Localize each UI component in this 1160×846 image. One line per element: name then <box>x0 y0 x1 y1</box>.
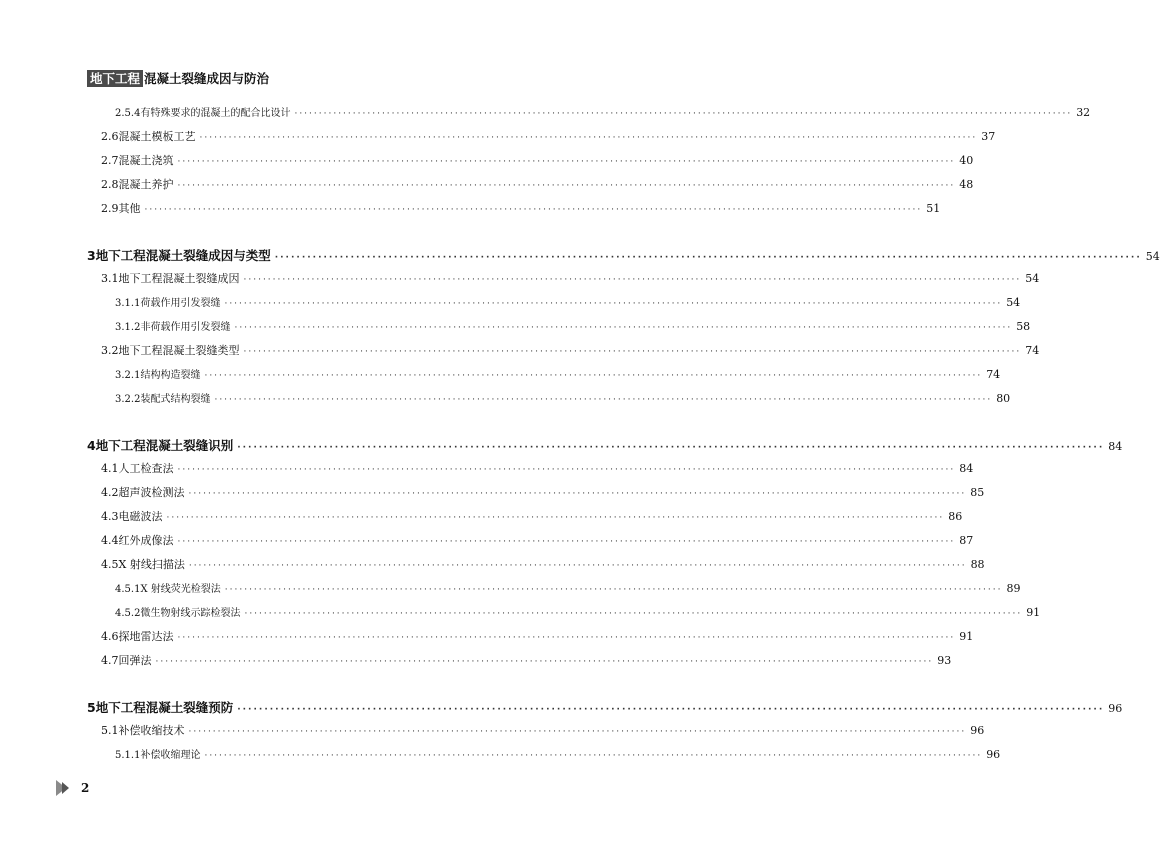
toc-entry-number: 4.5 <box>101 558 119 571</box>
toc-leader-dots: ································································································································································ <box>177 537 956 547</box>
toc-leader-dots: ································································································································································ <box>244 609 1023 619</box>
header-tag: 地下工程 <box>87 70 143 87</box>
toc-entry-number: 2.8 <box>101 178 119 191</box>
toc-entry-number: 4.4 <box>101 534 119 547</box>
toc-entry[interactable] <box>101 270 1040 286</box>
toc-leader-dots: ································································································································································ <box>144 205 923 215</box>
toc-entry-page: 84 <box>1108 440 1123 453</box>
toc-entry-number: 3.1.2 <box>115 322 141 333</box>
toc-entry[interactable] <box>87 436 1123 453</box>
toc-leader-dots: ································································································································································ <box>294 109 1073 119</box>
toc-entry-title: 探地雷达法 <box>118 630 174 643</box>
toc-entry[interactable] <box>101 652 952 668</box>
page-arrow-inner-icon <box>62 782 69 794</box>
toc-entry-title: 回弹法 <box>118 654 152 667</box>
toc-leader-dots: ································································································································································ <box>214 395 993 405</box>
toc-entry[interactable] <box>115 366 1001 382</box>
toc-entry-page: 54 <box>1025 272 1040 285</box>
toc-entry[interactable] <box>101 484 985 500</box>
toc-entry[interactable] <box>115 390 1011 406</box>
toc-entry-title: 地下工程混凝土裂缝预防 <box>95 700 234 715</box>
toc-entry-title: 人工检查法 <box>118 462 174 475</box>
toc-entry-title: 装配式结构裂缝 <box>140 394 211 405</box>
toc-leader-dots: ································································································································································ <box>188 561 967 571</box>
toc-entry-number: 4.5.1 <box>115 584 141 595</box>
toc-leader-dots: ································································································································································ <box>166 513 945 523</box>
toc-entry-number: 4.3 <box>101 510 119 523</box>
toc-leader-dots: ································································································································································ <box>237 443 1105 453</box>
toc-entry-number: 3.1 <box>101 272 119 285</box>
toc-entry-page: 54 <box>1006 296 1021 309</box>
toc-entry[interactable] <box>87 246 1160 263</box>
toc-entry-number: 2.9 <box>101 202 119 215</box>
toc-leader-dots: ································································································································································ <box>177 465 956 475</box>
toc-entry-title: 红外成像法 <box>118 534 174 547</box>
toc-entry[interactable] <box>115 580 1021 596</box>
toc-entry-number: 4.6 <box>101 630 119 643</box>
toc-entry-title: 地下工程混凝土裂缝成因 <box>118 272 240 285</box>
toc-entry-title: 补偿收缩技术 <box>118 724 185 737</box>
toc-entry-number: 3.2.1 <box>115 370 141 381</box>
toc-entry-title: 荷载作用引发裂缝 <box>140 298 221 309</box>
toc-entry-title: 微生物射线示踪检裂法 <box>140 608 241 619</box>
toc-entry-page: 87 <box>959 534 974 547</box>
toc-entry-number: 3.2.2 <box>115 394 141 405</box>
toc-entry[interactable] <box>115 294 1021 310</box>
toc-entry-title: 地下工程混凝土裂缝类型 <box>118 344 240 357</box>
toc-leader-dots: ································································································································································ <box>224 299 1003 309</box>
toc-leader-dots: ································································································································································ <box>177 181 956 191</box>
toc-entry-number: 4.7 <box>101 654 119 667</box>
toc-leader-dots: ································································································································································ <box>155 657 934 667</box>
toc-entry-title: 混凝土养护 <box>118 178 174 191</box>
toc-leader-dots: ································································································································································ <box>188 727 967 737</box>
toc-leader-dots: ································································································································································ <box>274 253 1142 263</box>
toc-entry-page: 88 <box>970 558 985 571</box>
toc-entry[interactable] <box>101 556 985 572</box>
toc-entry[interactable] <box>101 176 974 192</box>
header-title: 混凝土裂缝成因与防治 <box>144 70 270 86</box>
toc-entry-page: 96 <box>970 724 985 737</box>
toc-entry-number: 3 <box>87 248 96 263</box>
toc-leader-dots: ································································································································································ <box>199 133 978 143</box>
toc-entry-page: 48 <box>959 178 974 191</box>
toc-entry[interactable] <box>87 698 1123 715</box>
toc-entry-page: 96 <box>986 748 1001 761</box>
toc-entry[interactable] <box>101 200 941 216</box>
toc-leader-dots: ································································································································································ <box>243 347 1022 357</box>
toc-entry-number: 2.5.4 <box>115 108 141 119</box>
toc-entry-page: 96 <box>1108 702 1123 715</box>
toc-entry-title: 补偿收缩理论 <box>140 750 201 761</box>
toc-entry-title: 混凝土模板工艺 <box>118 130 196 143</box>
toc-entry-page: 91 <box>959 630 974 643</box>
toc-entry-page: 85 <box>970 486 985 499</box>
toc-entry-page: 37 <box>981 130 996 143</box>
toc-entry-title: 混凝土浇筑 <box>118 154 174 167</box>
toc-entry[interactable] <box>101 508 963 524</box>
toc-entry-number: 4 <box>87 438 96 453</box>
page-number: 2 <box>81 781 90 795</box>
toc-entry-number: 3.2 <box>101 344 119 357</box>
toc-entry-number: 3.1.1 <box>115 298 141 309</box>
toc-entry-page: 89 <box>1006 582 1021 595</box>
toc-entry-number: 4.5.2 <box>115 608 141 619</box>
toc-entry-title: 其他 <box>118 202 141 215</box>
toc-entry[interactable] <box>101 532 974 548</box>
toc-entry-number: 4.2 <box>101 486 119 499</box>
toc-entry[interactable] <box>101 128 996 144</box>
toc-entry-title: 结构构造裂缝 <box>140 370 201 381</box>
toc-entry-page: 74 <box>986 368 1001 381</box>
toc-entry-title: 非荷载作用引发裂缝 <box>140 322 231 333</box>
toc-entry-number: 2.7 <box>101 154 119 167</box>
toc-entry-title: 有特殊要求的混凝土的配合比设计 <box>140 108 291 119</box>
toc-entry-page: 91 <box>1026 606 1041 619</box>
toc-leader-dots: ································································································································································ <box>234 323 1013 333</box>
toc-entry-page: 58 <box>1016 320 1031 333</box>
toc-entry[interactable] <box>101 152 974 168</box>
toc-entry[interactable] <box>101 628 974 644</box>
toc-entry[interactable] <box>101 722 985 738</box>
toc-entry[interactable] <box>101 460 974 476</box>
toc-entry[interactable] <box>115 104 1091 120</box>
toc-entry-page: 84 <box>959 462 974 475</box>
toc-entry-number: 4.1 <box>101 462 119 475</box>
toc-entry-page: 93 <box>937 654 952 667</box>
toc-leader-dots: ································································································································································ <box>188 489 967 499</box>
toc-leader-dots: ································································································································································ <box>237 705 1105 715</box>
toc-leader-dots: ································································································································································ <box>204 751 983 761</box>
toc-entry[interactable] <box>115 318 1031 334</box>
toc-entry-page: 74 <box>1025 344 1040 357</box>
toc-entry-title: 地下工程混凝土裂缝成因与类型 <box>95 248 271 263</box>
toc-leader-dots: ································································································································································ <box>177 157 956 167</box>
toc-entry-page: 32 <box>1076 106 1091 119</box>
toc-entry[interactable] <box>115 746 1001 762</box>
toc-entry-title: X 射线荧光检裂法 <box>140 584 221 595</box>
toc-entry-title: 电磁波法 <box>118 510 163 523</box>
toc-entry-title: 超声波检测法 <box>118 486 185 499</box>
toc-entry[interactable] <box>101 342 1040 358</box>
toc-leader-dots: ································································································································································ <box>224 585 1003 595</box>
toc-entry-title: 地下工程混凝土裂缝识别 <box>95 438 234 453</box>
toc-entry-page: 80 <box>996 392 1011 405</box>
toc-entry-page: 51 <box>926 202 941 215</box>
toc-entry-number: 2.6 <box>101 130 119 143</box>
toc-entry-page: 40 <box>959 154 974 167</box>
toc-entry[interactable] <box>115 604 1041 620</box>
toc-entry-page: 86 <box>948 510 963 523</box>
toc-leader-dots: ································································································································································ <box>204 371 983 381</box>
toc-entry-number: 5.1 <box>101 724 119 737</box>
page-footer <box>56 780 89 796</box>
toc-leader-dots: ································································································································································ <box>243 275 1022 285</box>
toc-leader-dots: ································································································································································ <box>177 633 956 643</box>
toc-entry-page: 54 <box>1145 250 1160 263</box>
toc-entry-number: 5 <box>87 700 96 715</box>
toc-entry-number: 5.1.1 <box>115 750 141 761</box>
toc-entry-title: X 射线扫描法 <box>118 558 185 571</box>
